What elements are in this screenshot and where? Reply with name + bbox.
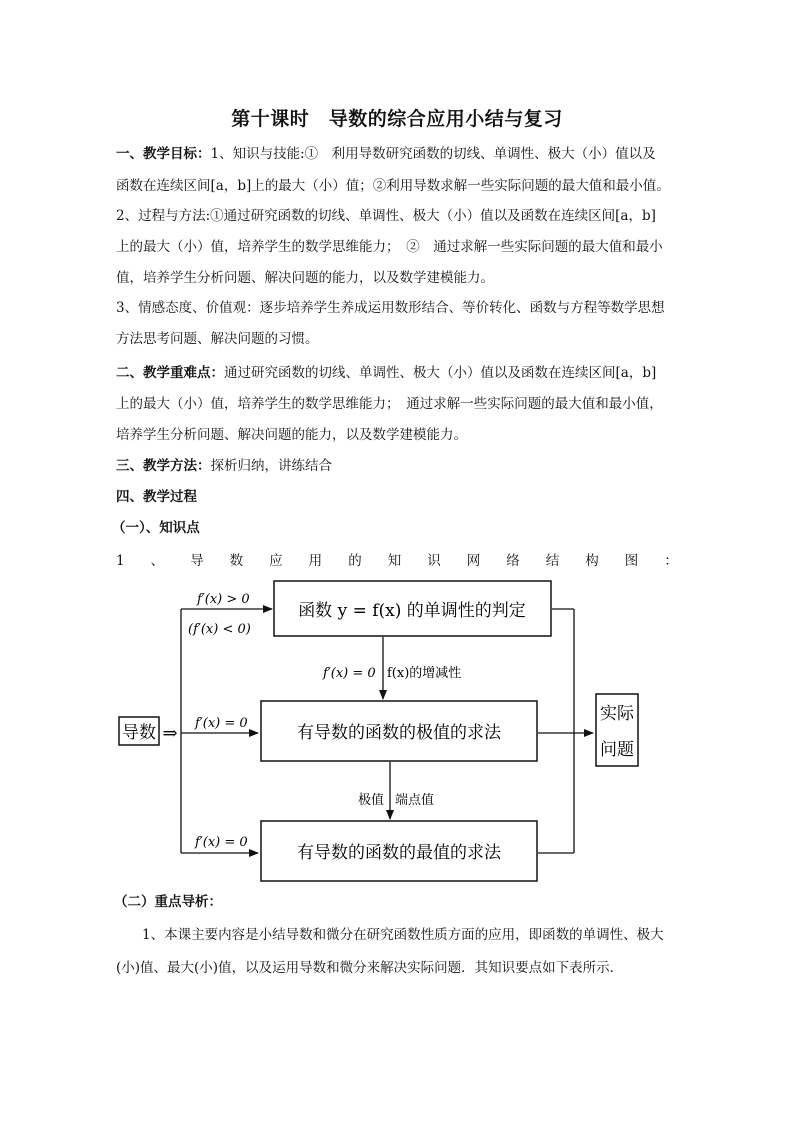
page-title: 第十课时 导数的综合应用小结与复习 bbox=[231, 108, 563, 130]
analysis-line-1: 1、本课主要内容是小结导数和微分在研究函数性质方面的应用，即函数的单调性、极大 bbox=[142, 927, 664, 943]
derivative-label: 导数 bbox=[122, 723, 156, 743]
endpoint-value-label: 端点值 bbox=[395, 793, 435, 808]
extreme-value-label: 极值 bbox=[357, 793, 384, 808]
intro-char: 图 bbox=[624, 553, 639, 569]
intro-char: 结 bbox=[545, 553, 560, 569]
objectives-line-7: 方法思考问题、解决问题的习惯。 bbox=[116, 331, 319, 347]
intro-char: 识 bbox=[427, 553, 441, 569]
analysis-heading: （二）重点导析： bbox=[114, 894, 222, 910]
implies-arrow: ⇒ bbox=[162, 723, 178, 744]
intro-char: 数 bbox=[229, 553, 244, 569]
intro-char: 应 bbox=[269, 553, 283, 569]
intro-char: 知 bbox=[387, 553, 402, 569]
objectives-line-4: 上的最大（小）值，培养学生的数学思维能力； ② 通过求解一些实际问题的最大值和最小 bbox=[116, 239, 663, 255]
mid-condition: f′(x) = 0 bbox=[323, 666, 376, 681]
objectives-heading: 一、教学目标： bbox=[116, 146, 211, 162]
condition-positive: f′(x) > 0 bbox=[197, 592, 250, 607]
objectives-line-5: 值，培养学生分析问题、解决问题的能力，以及数学建模能力。 bbox=[116, 270, 494, 286]
intro-char: 用 bbox=[308, 553, 323, 569]
intro-char: 1 bbox=[116, 553, 125, 569]
objectives-line-2: 函数在连续区间[a，b]上的最大（小）值；②利用导数求解一些实际问题的最大值和最小值。 bbox=[116, 178, 670, 194]
condition-zero-1: f′(x) = 0 bbox=[195, 716, 248, 731]
keypoints-heading: 二、教学重难点： bbox=[116, 365, 224, 381]
extremum-label: 有导数的函数的极值的求法 bbox=[297, 723, 501, 743]
objectives-line-6: 3、情感态度、价值观：逐步培养学生养成运用数形结合、等价转化、函数与方程等数学思想 bbox=[116, 300, 665, 316]
real-problem-label-2: 问题 bbox=[600, 740, 634, 760]
intro-char: 络 bbox=[506, 553, 520, 569]
intro-char: ： bbox=[664, 553, 678, 569]
intro-char: 、 bbox=[150, 553, 165, 569]
intro-char: 构 bbox=[585, 553, 599, 569]
keypoints-text-1: 通过研究函数的切线、单调性、极大（小）值以及函数在连续区间[a，b] bbox=[224, 365, 657, 381]
keypoints-line-3: 培养学生分析问题、解决问题的能力，以及数学建模能力。 bbox=[116, 427, 467, 443]
method-heading: 三、教学方法： bbox=[116, 458, 211, 474]
real-problem-label-1: 实际 bbox=[600, 704, 634, 724]
intro-char: 网 bbox=[466, 553, 481, 569]
max-min-label: 有导数的函数的最值的求法 bbox=[297, 843, 501, 863]
monotonicity-label: 函数 y = f(x) 的单调性的判定 bbox=[298, 601, 526, 621]
condition-zero-2: f′(x) = 0 bbox=[195, 835, 248, 850]
objectives-line-3: 2、过程与方法:①通过研究函数的切线、单调性、极大（小）值以及函数在连续区间[a，b] bbox=[116, 208, 656, 224]
intro-char: 的 bbox=[348, 553, 362, 569]
objectives-text-1: 1、知识与技能:① 利用导数研究函数的切线、单调性、极大（小）值以及 bbox=[210, 146, 656, 162]
condition-negative: (f′(x) < 0) bbox=[188, 622, 251, 637]
keypoints-line-2: 上的最大（小）值，培养学生的数学思维能力； 通过求解一些实际问题的最大值和最小值， bbox=[116, 396, 663, 412]
mid-increase-decrease: f(x)的增减性 bbox=[387, 666, 462, 681]
knowledge-heading: （一）、知识点 bbox=[112, 520, 200, 536]
method-text: 探析归纳，讲练结合 bbox=[210, 458, 332, 474]
intro-char: 导 bbox=[190, 553, 204, 569]
analysis-line-2: (小)值、最大(小)值，以及运用导数和微分来解决实际问题．其知识要点如下表所示． bbox=[116, 960, 624, 976]
process-heading: 四、教学过程 bbox=[116, 489, 197, 505]
